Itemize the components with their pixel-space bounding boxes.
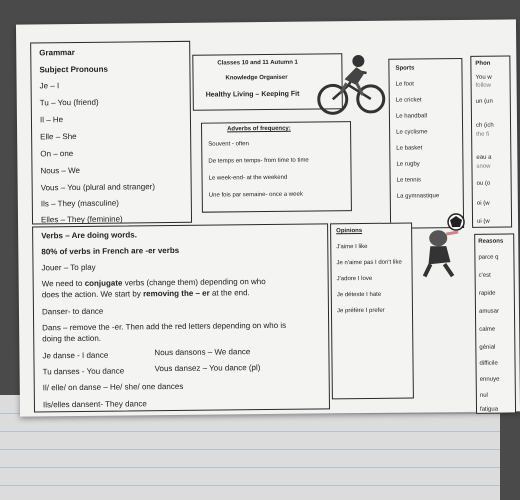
reason-item: parce q <box>478 254 499 261</box>
sport-item: Le foot <box>395 81 415 88</box>
phonics-line: ch (ich <box>476 122 494 129</box>
pronoun-item: Vous – You (plural and stranger) <box>40 182 156 193</box>
grammar-heading: Grammar <box>39 48 75 58</box>
verbs-subheading: 80% of verbs in French are -er verbs <box>41 245 180 257</box>
opinion-item: Je n'aime pas I don't like <box>336 259 402 267</box>
adverbs-box <box>201 121 352 213</box>
sports-heading: Sports <box>395 65 415 72</box>
reason-item: ennuye <box>479 376 500 383</box>
adverbs-heading: Adverbs of frequency: <box>227 125 291 133</box>
pronoun-item: On – one <box>40 149 74 159</box>
knowledge-organiser-sheet <box>16 19 520 416</box>
opinion-item: J'adore I love <box>336 275 373 283</box>
danser-line: Danser- to dance <box>41 306 104 317</box>
phonics-line: the fi <box>476 131 490 138</box>
title-line-2: Knowledge Organiser <box>225 74 288 82</box>
sport-item: Le cyclisme <box>396 129 428 136</box>
pronoun-item: Elles – They (feminine) <box>40 214 123 225</box>
sport-item: Le tennis <box>396 177 422 184</box>
sport-item: Le cricket <box>395 97 422 104</box>
dans-line-2: doing the action. <box>42 333 102 344</box>
phonics-line: ou (o <box>476 180 491 187</box>
sport-item: La gymnastique <box>396 193 440 200</box>
pronoun-item: Elle – She <box>40 132 77 142</box>
opinions-box <box>330 222 414 399</box>
pronoun-item: Ils – They (masculine) <box>40 198 119 209</box>
conj-tu: Tu danses - You dance <box>42 366 125 377</box>
opinion-item: Je déteste I hate <box>336 291 382 299</box>
sport-item: Le handball <box>395 113 428 120</box>
conj-il: Il/ elle/ on danse – He/ she/ one dances <box>42 381 184 393</box>
phonics-line: eau a <box>476 154 492 161</box>
reason-item: génial <box>479 344 496 351</box>
phonics-line: snow <box>476 163 491 170</box>
phonics-line: You w <box>475 74 492 81</box>
sports-box <box>388 58 464 229</box>
conj-ils: Ils/elles dansent- They dance <box>42 399 147 410</box>
conj-nous: Nous dansons – We dance <box>154 347 251 358</box>
title-line-3: Healthy Living – Keeping Fit <box>205 90 300 99</box>
verbs-heading: Verbs – Are doing words. <box>41 230 137 241</box>
adverb-item: Souvent - often <box>208 141 249 148</box>
reason-item: amusar <box>478 308 500 315</box>
adverb-item: Une fois par semaine- once a week <box>208 191 303 199</box>
pronoun-item: Nous – We <box>40 165 80 176</box>
grammar-box <box>30 41 192 225</box>
reason-item: c'est <box>478 272 491 279</box>
pronoun-item: Je – I <box>39 81 60 91</box>
reason-item: fatigua <box>479 406 499 413</box>
reasons-heading: Reasons <box>478 238 504 245</box>
subject-pronouns-heading: Subject Pronouns <box>39 64 108 75</box>
adverb-item: De temps en temps- from time to time <box>208 157 309 165</box>
reason-item: nul <box>479 392 488 399</box>
phonics-line: follow <box>475 82 492 89</box>
football-character-image <box>416 212 471 283</box>
dans-line-1: Dans – remove the -er. Then add the red letters depending on who is <box>42 320 287 333</box>
opinion-item: Je préfère I prefer <box>336 307 385 315</box>
reason-item: difficile <box>479 360 498 367</box>
conj-je: Je danse - I dance <box>42 350 109 361</box>
title-line-1: Classes 10 and 11 Autumn 1 <box>217 59 298 67</box>
phonics-box <box>470 55 512 227</box>
reason-item: calme <box>479 326 496 333</box>
adverb-item: Le week-end- at the weekend <box>208 174 288 182</box>
conjugate-line-2: does the action. We start by removing the – er at the end. <box>41 288 250 300</box>
phonics-heading: Phon <box>475 60 491 67</box>
phonics-line: un (un <box>475 98 493 105</box>
phonics-line: ui (w <box>477 218 490 225</box>
pronoun-item: Il – He <box>39 115 64 125</box>
reason-item: rapide <box>478 290 496 297</box>
phonics-line: oi (w <box>476 200 490 207</box>
conjugate-line-1: We need to conjugate verbs (change them) depending on who <box>41 277 266 289</box>
sport-item: Le basket <box>396 145 423 152</box>
pronoun-item: Tu – You (friend) <box>39 97 99 108</box>
verbs-box <box>32 223 330 412</box>
reasons-box <box>474 233 516 413</box>
opinion-item: J'aime I like <box>336 243 368 251</box>
jouer-line: Jouer – To play <box>41 262 96 273</box>
cyclist-image <box>316 49 385 120</box>
conj-vous: Vous dansez – You dance (pl) <box>154 363 261 374</box>
sport-item: Le rugby <box>396 161 420 168</box>
opinions-heading: Opinions <box>336 228 363 235</box>
